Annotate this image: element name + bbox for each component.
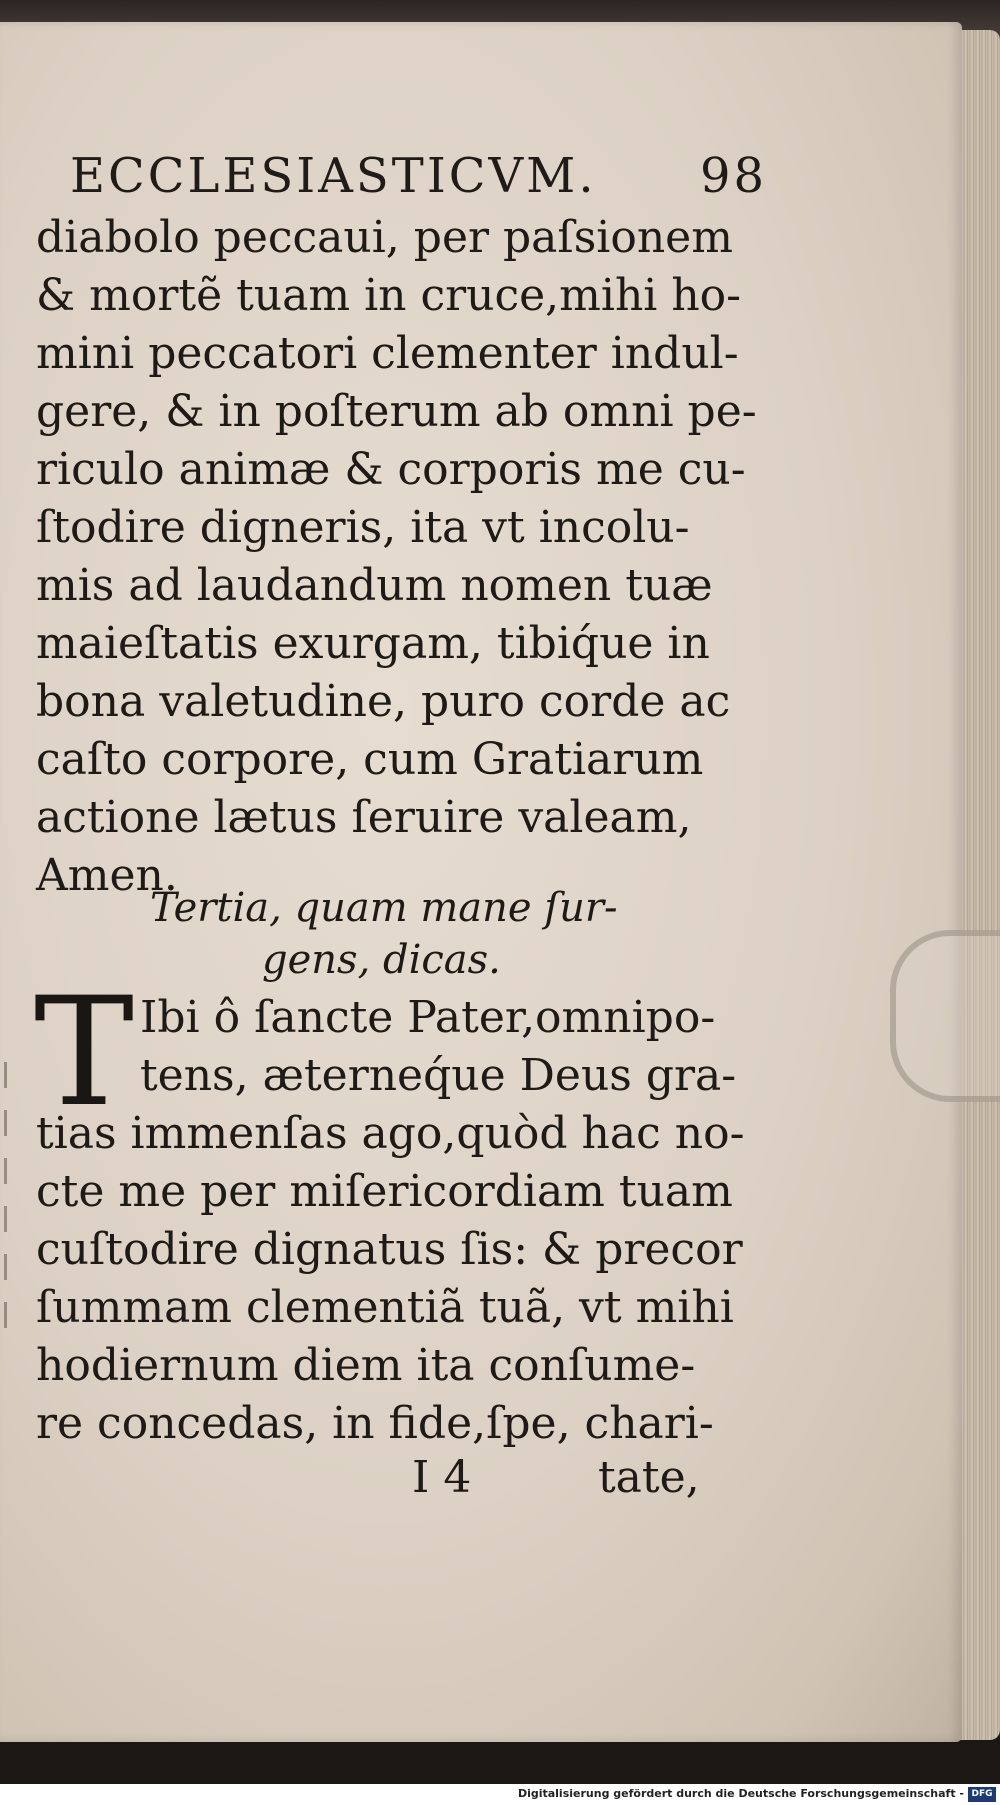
header-title: ECCLESIASTICVM. (70, 148, 597, 204)
text-line: mis ad laudandum nomen tuæ (36, 560, 713, 611)
text-line: ſummam clementiã tuã, vt mihi (36, 1282, 734, 1333)
text-line: hodiernum diem ita conſume- (36, 1340, 696, 1391)
text-line: re concedas, in fide,ſpe, chari- (36, 1398, 714, 1449)
text-line: cuſtodire dignatus ſis: & precor (36, 1224, 743, 1275)
text-line: Amen. (36, 850, 178, 901)
catchword: tate, (598, 1452, 700, 1503)
text-line: ſtodire digneris, ita vt incolu- (36, 502, 690, 553)
text-line: caſto corpore, cum Gratiarum (36, 734, 704, 785)
text-line: actione lætus ſeruire valeam, (36, 792, 692, 843)
text-line: diabolo peccaui, per paſsionem (36, 212, 733, 263)
dfg-logo: DFG (968, 1787, 996, 1802)
text-line: gere, & in poſterum ab omni pe- (36, 386, 757, 437)
page-clip (890, 930, 1000, 1102)
text-line: maieſtatis exurgam, tibiq́ue in (36, 618, 710, 669)
running-header (70, 148, 770, 218)
text-line: mini peccatori clementer indul- (36, 328, 739, 379)
section-heading-line-2: gens, dicas. (262, 937, 501, 983)
text-line: riculo animæ & corporis me cu- (36, 444, 746, 495)
text-line: tias immenſas ago,quòd hac no- (36, 1108, 745, 1159)
text-line: bona valetudine, puro corde ac (36, 676, 731, 727)
text-line: cte me per miſericordiam tuam (36, 1166, 733, 1217)
signature-mark: I 4 (412, 1452, 472, 1503)
binding-marks (4, 1040, 14, 1440)
drop-capital: T (34, 966, 135, 1140)
page-number: 98 (700, 148, 768, 204)
text-line: Ibi ô ſancte Pater,omnipo- (140, 992, 716, 1043)
credit-text: Digitalisierung gefördert durch die Deutsche Forschungsgemeinschaft - (517, 1787, 964, 1800)
section-heading-line-1: Tertia, quam mane ſur- (150, 885, 618, 931)
text-line: tens, æterneq́ue Deus gra- (140, 1050, 737, 1101)
credit-bar (0, 1784, 1000, 1805)
text-line: & mortẽ tuam in cruce,mihi ho- (36, 270, 742, 321)
